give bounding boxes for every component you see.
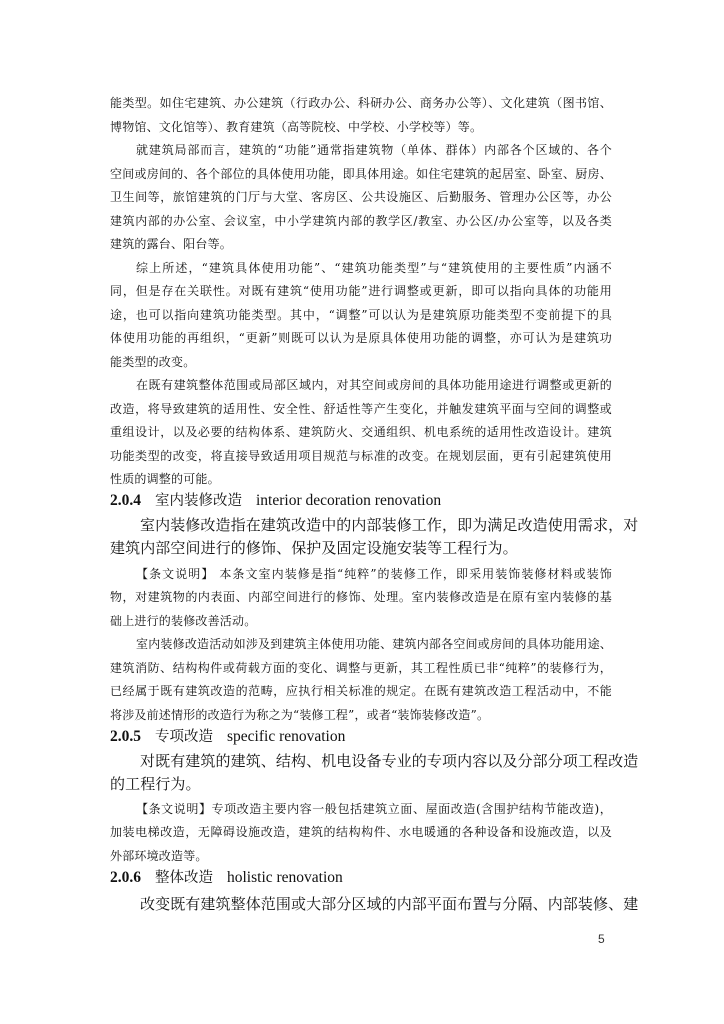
explanation-line: 【条文说明】专项改造主要内容一般包括建筑立面、屋面改造(含围护结构节能改造)，: [136, 802, 612, 816]
explanation-line: 加装电梯改造，无障碍设施改造，建筑的结构构件、水电暖通的各种设备和设施改造，以及: [110, 825, 612, 839]
explanation-line: 础上进行的装修改善活动。: [110, 614, 257, 628]
text-line: 能类型。如住宅建筑、办公建筑（行政办公、科研办公、商务办公等）、文化建筑（图书馆、: [110, 96, 612, 110]
text-line: 功能类型的改变，将直接导致适用项目规范与标准的改变。在规划层面，更有引起建筑使用: [110, 449, 612, 463]
heading-title-cn: 室内装修改造: [155, 493, 242, 509]
definition-line: 的工程行为。: [110, 775, 201, 793]
text-line: 性质的调整的可能。: [110, 472, 220, 486]
heading-title-en: specific renovation: [227, 728, 346, 745]
heading-number: 2.0.5: [110, 728, 141, 745]
text-line: 建筑的露台、阳台等。: [110, 237, 233, 251]
page-number: 5: [598, 932, 605, 946]
text-line: 重组设计，以及必要的结构体系、建筑防火、交通组织、机电系统的适用性改造设计。建筑: [110, 425, 612, 439]
text-line: 空间或房间的、各个部位的具体使用功能，即具体用途。如住宅建筑的起居室、卧室、厨房、: [110, 167, 612, 181]
explanation-line: 室内装修改造活动如涉及到建筑主体使用功能、建筑内部各空间或房间的具体功能用途、: [136, 637, 612, 651]
text-line: 能类型的改变。: [110, 355, 196, 369]
text-line: 就建筑局部而言，建筑的“功能”通常指建筑物（单体、群体）内部各个区域的、各个: [136, 143, 612, 157]
text-line: 卫生间等，旅馆建筑的门厅与大堂、客房区、公共设施区、后勤服务、管理办公区等，办公: [110, 190, 612, 204]
definition-line: 室内装修改造指在建筑改造中的内部装修工作，即为满足改造使用需求，对: [140, 516, 639, 534]
explanation-line: 已经属于既有建筑改造的范畴，应执行相关标准的规定。在既有建筑改造工程活动中，不能: [110, 684, 612, 698]
explanation-line: 将涉及前述情形的改造行为称之为“装修工程”，或者“装饰装修改造”。: [110, 708, 490, 722]
heading-title-cn: 整体改造: [155, 870, 213, 886]
heading-number: 2.0.6: [110, 869, 141, 886]
text-line: 途，也可以指向建筑功能类型。其中，“调整”可以认为是建筑原功能类型不变前提下的具: [110, 308, 612, 322]
section-heading-2-0-4: [110, 491, 612, 511]
explanation-line: 建筑消防、结构构件或荷载方面的变化、调整与更新，其工程性质已非“纯粹”的装修行为，: [110, 661, 612, 675]
section-heading-2-0-6: [110, 868, 612, 888]
text-line: 体使用功能的再组织，“更新”则既可以认为是原具体使用功能的调整，亦可认为是建筑功: [110, 331, 612, 345]
heading-title-en: holistic renovation: [227, 869, 343, 886]
heading-number: 2.0.4: [110, 492, 141, 509]
text-line: 综上所述，“建筑具体使用功能”、“建筑功能类型”与“建筑使用的主要性质”内涵不: [136, 261, 612, 275]
definition-line: 建筑内部空间进行的修饰、保护及固定设施安装等工程行为。: [110, 539, 518, 557]
definition-line: 改变既有建筑整体范围或大部分区域的内部平面布置与分隔、内部装修、建: [140, 895, 639, 913]
explanation-line: 外部环境改造等。: [110, 849, 208, 863]
heading-title-en: interior decoration renovation: [256, 492, 442, 509]
text-line: 博物馆、文化馆等）、教育建筑（高等院校、中学校、小学校等）等。: [110, 120, 483, 134]
text-line: 建筑内部的办公室、会议室，中小学建筑内部的教学区/教室、办公区/办公室等，以及各类: [110, 214, 612, 228]
section-heading-2-0-5: [110, 727, 612, 747]
explanation-line: 【条文说明】 本条文室内装修是指“纯粹”的装修工作，即采用装饰装修材料或装饰: [136, 567, 612, 581]
definition-line: 对既有建筑的建筑、结构、机电设备专业的专项内容以及分部分项工程改造: [140, 752, 639, 770]
heading-title-cn: 专项改造: [155, 729, 213, 745]
explanation-line: 物，对建筑物的内表面、内部空间进行的修饰、处理。室内装修改造是在原有室内装修的基: [110, 590, 612, 604]
text-line: 改造，将导致建筑的适用性、安全性、舒适性等产生变化，并触发建筑平面与空间的调整或: [110, 402, 612, 416]
text-line: 在既有建筑整体范围或局部区域内，对其空间或房间的具体功能用途进行调整或更新的: [136, 378, 612, 392]
text-line: 同，但是存在关联性。对既有建筑“使用功能”进行调整或更新，即可以指向具体的功能用: [110, 284, 612, 298]
